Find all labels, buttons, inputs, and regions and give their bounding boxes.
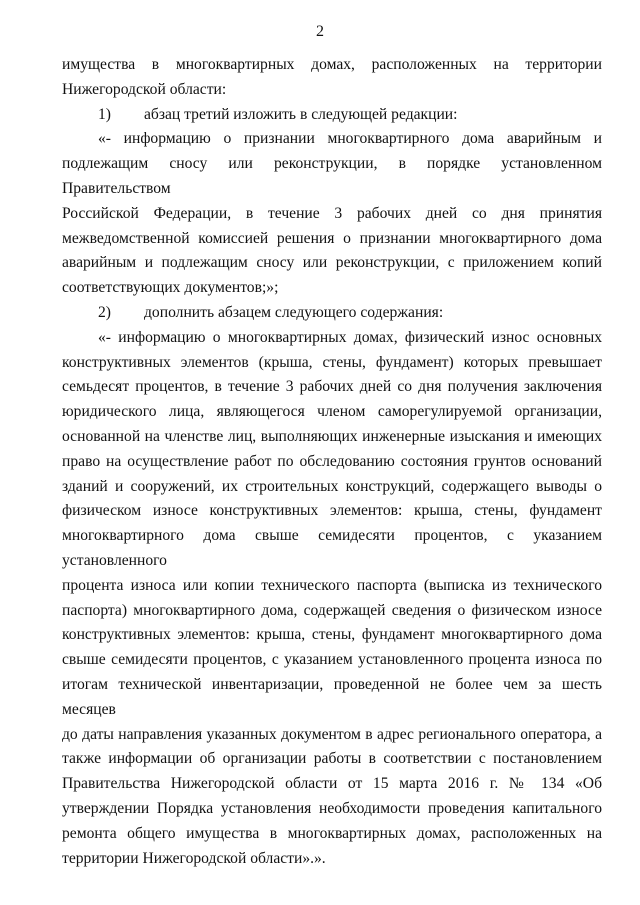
text-line: межведомственной комиссией решения о признании многоквартирного дома: [62, 229, 602, 247]
text-line: юридического лица, являющегося членом саморегулируемой организации,: [62, 403, 602, 421]
text-line: «- информацию о признании многоквартирного дома аварийным и: [98, 130, 602, 148]
text-line: право на осуществление работ по обследованию состояния грунтов оснований: [62, 452, 602, 470]
text-line: конструктивных элементов (крыша, стены, фундамент) которых превышает: [62, 353, 602, 371]
paragraph-continuation: [62, 53, 602, 103]
page-number: 2: [316, 23, 324, 40]
list-number: 1): [98, 105, 111, 123]
text-line: итогам технической инвентаризации, проведенной не более чем за шесть месяцев: [62, 675, 602, 718]
quoted-paragraph-1: [62, 127, 602, 301]
text-line: паспорта) многоквартирного дома, содержащей сведения о физическом износе: [62, 601, 602, 619]
text-line: семьдесят процентов, в течение 3 рабочих дней со дня получения заключения: [62, 378, 602, 396]
list-item-1: [62, 103, 602, 128]
text-line: утверждении Порядка установления необходимости проведения капитального: [62, 799, 602, 817]
text-line: до даты направления указанных документом в адрес регионального оператора, а: [62, 725, 602, 743]
text-line: основанной на членстве лиц, выполняющих инженерные изыскания и имеющих: [62, 427, 602, 445]
text-line: Правительства Нижегородской области от 15 марта 2016 г. № 134 «Об: [62, 775, 602, 793]
text-line: свыше семидесяти процентов, с указанием установленного процента износа по: [62, 651, 602, 669]
document-body: [62, 53, 602, 871]
text-line: соответствующих документов;»;: [62, 279, 279, 297]
text-line: процента износа или копии технического паспорта (выписка из технического: [62, 576, 602, 594]
text-line: конструктивных элементов: крыша, стены, фундамент многоквартирного дома: [62, 626, 602, 644]
text-line: «- информацию о многоквартирных домах, физический износ основных: [98, 328, 602, 346]
text-line: имущества в многоквартирных домах, расположенных на территории: [62, 56, 602, 73]
text-line: ремонта общего имущества в многоквартирных домах, расположенных на: [62, 824, 602, 842]
text-line: территории Нижегородской области».».: [62, 849, 326, 867]
list-text: дополнить абзацем следующего содержания:: [144, 303, 444, 321]
text-line: аварийным и подлежащим сносу или реконструкции, с приложением копий: [62, 254, 602, 272]
text-line: физическом износе конструктивных элементов: крыша, стены, фундамент: [62, 502, 602, 520]
text-line: Российской Федерации, в течение 3 рабочих дней со дня принятия: [62, 204, 602, 222]
list-item-2: [62, 301, 602, 326]
list-text: абзац третий изложить в следующей редакции:: [144, 105, 458, 123]
quoted-paragraph-2: [62, 326, 602, 872]
list-number: 2): [98, 303, 111, 321]
text-line: многоквартирного дома свыше семидесяти процентов, с указанием установленного: [62, 527, 602, 569]
text-line: также информации об организации работы в соответствии с постановлением: [62, 750, 602, 768]
text-line: зданий и сооружений, их строительных конструкций, содержащего выводы о: [62, 477, 602, 495]
text-line: Нижегородской области:: [62, 80, 227, 98]
text-line: подлежащим сносу или реконструкции, в порядке установленном Правительством: [62, 155, 602, 197]
